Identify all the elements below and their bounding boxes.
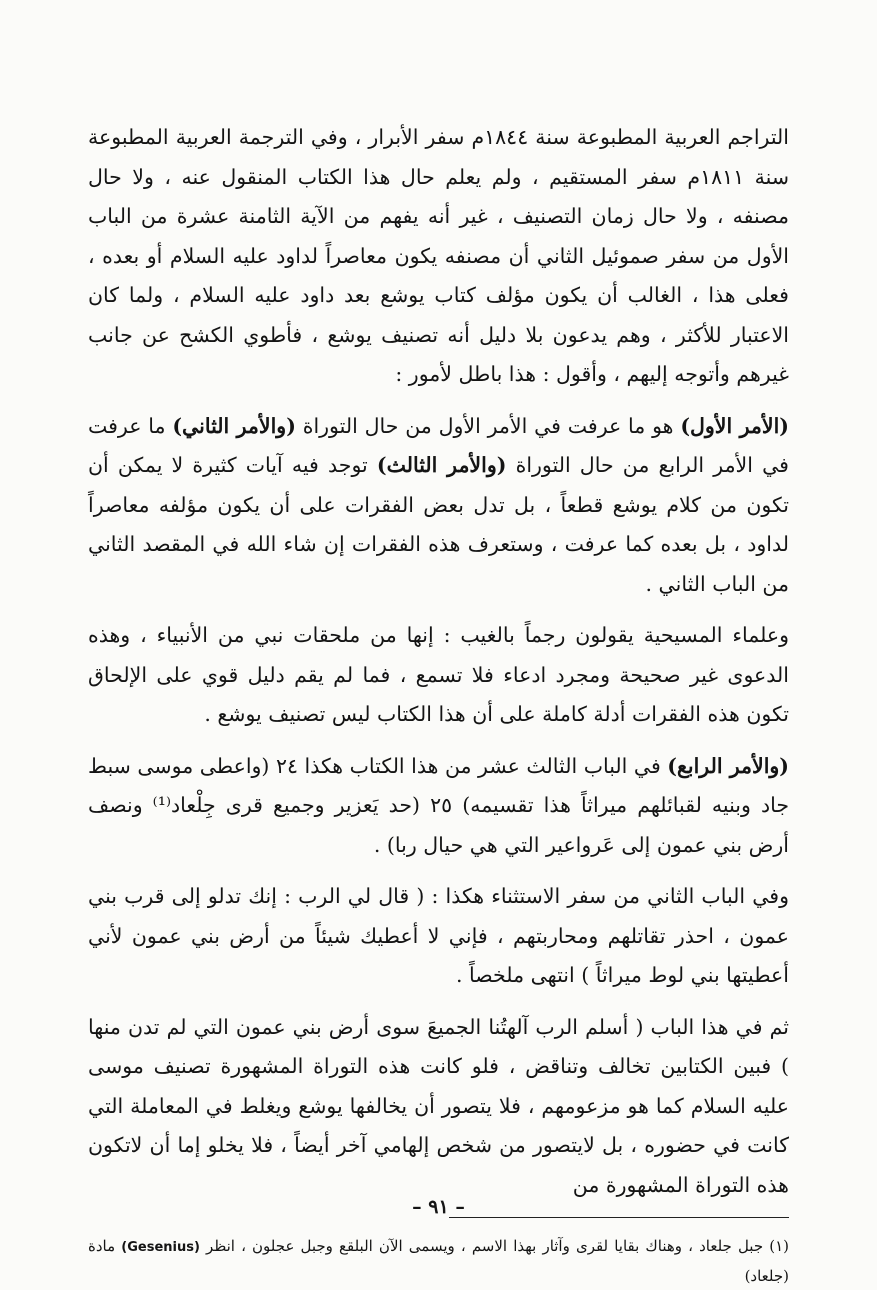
body-text xyxy=(88,118,789,1205)
text-segment: في الباب الثالث عشر من هذا الكتاب هكذا ٢٤ (واعطى موسى سبط جاد وبنيه لقبائلهم ميراثاً هذا تقسيمه) ٢٥ (حد يَعزير وجميع قرى جِلْعاد⁽¹⁾ ونصف أرض بني عمون إلى عَرواعير التي هي حيال ربا) . xyxy=(88,753,790,857)
text-segment: التراجم العربية المطبوعة سنة ١٨٤٤م سفر الأبرار ، وفي الترجمة العربية المطبوعة سنة ١٨١١م سفر المستقيم ، ولم يعلم حال هذا الكتاب المنقول عنه ، ولا حال مصنفه ، ولا حال زمان التصنيف ، غير أنه يفهم من الآية الثامنة عشرة من الباب الأول من سفر صموئيل الثاني أن مصنفه يكون معاصراً لداود عليه السلام أو بعده ، فعلى هذا ، الغالب أن يكون مؤلف كتاب يوشع بعد داود عليه السلام ، ولما كان الاعتبار للأكثر ، وهم يدعون بلا دليل أنه تصنيف يوشع ، فأطوي الكشح عن جانب غيرهم وأتوجه إليهم ، وأقول : هذا باطل لأمور : xyxy=(88,125,789,386)
bold-heading-segment: (الأمر الأول) xyxy=(680,413,790,438)
paragraph-3 xyxy=(88,616,789,735)
bold-heading-segment: (والأمر الثاني) xyxy=(172,413,296,438)
text-segment: توجد فيه آيات كثيرة لا يمكن أن تكون من كلام يوشع قطعاً ، بل تدل بعض الفقرات على أن يكون مؤلفه معاصراً لداود ، بل بعده كما عرفت ، وستعرف هذه الفقرات إن شاء الله في المقصد الثاني من الباب الثاني . xyxy=(88,453,789,596)
page-number: – ٩١ – xyxy=(412,1196,465,1218)
text-segment: ما عرفت في الأمر الرابع من حال التوراة xyxy=(88,413,789,477)
paragraph-6 xyxy=(88,1008,789,1206)
paragraph-5 xyxy=(88,877,789,996)
footnote-latin-reference: (Gesenius) xyxy=(121,1240,200,1255)
paragraph-4 xyxy=(88,747,789,866)
text-segment: وعلماء المسيحية يقولون رجماً بالغيب : إنها من ملحقات نبي من الأنبياء ، وهذه الدعوى غير صحيحة ومجرد ادعاء فلا تسمع ، فما لم يقم دليل قوي على الإلحاق تكون هذه الفقرات أدلة كاملة على أن هذا الكتاب ليس تصنيف يوشع . xyxy=(88,623,789,726)
text-segment: وفي الباب الثاني من سفر الاستثناء هكذا : ( قال لي الرب : إنك تدلو إلى قرب بني عمون ، احذر تقاتلهم ومحاربتهم ، فإني لا أعطيك شيئاً من أرض بني عمون لأني أعطيتها بني لوط ميراثاً ) انتهى ملخصاً . xyxy=(88,884,789,987)
footnote xyxy=(88,1232,789,1290)
bold-heading-segment: (والأمر الثالث) xyxy=(376,453,507,477)
text-segment: ثم في هذا الباب ( أسلم الرب آلهتُنا الجميعَ سوى أرض بني عمون التي لم تدن منها ) فبين الكتابين تخالف وتناقض ، فلو كانت هذه التوراة المشهورة تصنيف موسى عليه السلام كما هو مزعومهم ، فلا يتصور أن يخالفها يوشع ويغلط في المعاملة التي كانت في حضوره ، بل لايتصور من شخص إلهامي آخر أيضاً ، فلا يخلو إما أن لاتكون هذه التوراة المشهورة من xyxy=(88,1014,789,1197)
paragraph-1 xyxy=(88,118,789,395)
bold-heading-segment: (والأمر الرابع) xyxy=(667,753,789,778)
paragraph-2 xyxy=(88,407,789,605)
text-segment: هو ما عرفت في الأمر الأول من حال التوراة xyxy=(295,413,681,438)
footnote-text: (١) جبل جلعاد ، وهناك بقايا لقرى وآثار بهذا الاسم ، ويسمى الآن البلقع وجبل عجلون ، انظر xyxy=(206,1237,789,1255)
footnote-tail: مادة (جلعاد) xyxy=(88,1237,789,1285)
